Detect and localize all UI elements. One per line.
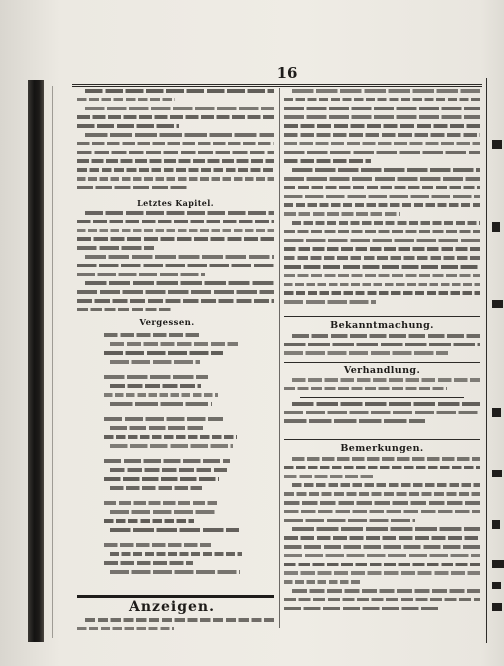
- poem-line: [104, 519, 194, 523]
- text-line: [284, 203, 480, 207]
- text-line: [77, 168, 274, 172]
- text-line: [284, 411, 480, 415]
- text-line: [284, 195, 480, 199]
- poem-line: [104, 459, 230, 463]
- text-line: [77, 246, 154, 250]
- column-divider: [279, 88, 280, 628]
- text-line: [284, 283, 480, 287]
- text-line: [284, 475, 375, 479]
- notice-heading-verhandlung: Verhandlung.: [343, 365, 421, 376]
- poem-line: [110, 552, 242, 556]
- text-line: [284, 212, 400, 216]
- text-line: [284, 177, 480, 181]
- text-line: [284, 510, 480, 514]
- text-line: [77, 151, 274, 155]
- text-line: [284, 536, 480, 540]
- text-line: [292, 527, 480, 531]
- text-line: [77, 115, 274, 119]
- text-line: [284, 607, 440, 611]
- text-line: [284, 98, 480, 102]
- text-line: [284, 142, 480, 146]
- page-edge-line: [52, 86, 53, 638]
- adjacent-page-glyph: [492, 520, 500, 529]
- text-line: [284, 419, 425, 423]
- text-line: [77, 186, 189, 190]
- text-line: [284, 186, 480, 190]
- text-line: [284, 124, 480, 128]
- notice-heading-bekanntmachung: Bekanntmachung.: [330, 320, 434, 331]
- text-line: [77, 308, 173, 312]
- text-line: [292, 378, 480, 382]
- text-line: [284, 351, 448, 355]
- ads-section-rule: [77, 595, 274, 598]
- text-line: [284, 107, 480, 111]
- poem-line: [110, 528, 239, 532]
- text-line: [85, 281, 274, 285]
- text-line: [77, 124, 179, 128]
- text-line: [77, 627, 174, 631]
- text-line: [284, 571, 480, 575]
- text-line: [77, 299, 274, 303]
- text-line: [284, 492, 480, 496]
- poem-line: [104, 543, 211, 547]
- text-line: [77, 220, 274, 224]
- poem-line: [110, 342, 238, 346]
- ads-heading: Anzeigen.: [129, 599, 215, 615]
- text-line: [77, 159, 274, 163]
- text-line: [85, 89, 274, 93]
- adjacent-page-glyph: [492, 408, 501, 417]
- text-line: [284, 159, 371, 163]
- text-line: [85, 255, 274, 259]
- poem-line: [110, 426, 203, 430]
- adjacent-page-glyph: [492, 140, 502, 149]
- text-line: [284, 239, 480, 243]
- text-line: [284, 291, 480, 295]
- text-line: [77, 98, 175, 102]
- text-line: [292, 89, 480, 93]
- poem-line: [104, 477, 219, 481]
- text-line: [284, 519, 415, 523]
- text-line: [284, 247, 480, 251]
- text-line: [292, 334, 480, 338]
- poem-line: [104, 333, 202, 337]
- text-line: [284, 265, 480, 269]
- text-line: [77, 142, 274, 146]
- text-line: [284, 230, 480, 234]
- text-line: [284, 115, 480, 119]
- adjacent-page-glyph: [492, 603, 502, 611]
- text-line: [284, 466, 480, 470]
- section-rule: [284, 439, 480, 440]
- poem-line: [104, 561, 193, 565]
- text-line: [284, 256, 480, 260]
- text-line: [284, 300, 376, 304]
- poem-line: [104, 501, 217, 505]
- poem-line: [110, 444, 233, 448]
- text-line: [284, 501, 480, 505]
- text-line: [284, 274, 480, 278]
- text-line: [284, 151, 480, 155]
- section-rule: [284, 362, 480, 363]
- section-rule: [284, 316, 480, 317]
- poem-line: [104, 375, 208, 379]
- text-line: [292, 589, 480, 593]
- poem-line: [110, 486, 202, 490]
- text-line: [85, 133, 274, 137]
- section-rule: [300, 397, 464, 398]
- page-number: 16: [276, 64, 298, 82]
- text-line: [85, 618, 274, 622]
- text-line: [284, 554, 480, 558]
- adjacent-page-edge: [486, 78, 487, 643]
- adjacent-page-glyph: [492, 560, 504, 568]
- text-line: [77, 229, 274, 233]
- text-line: [284, 545, 480, 549]
- poem-line: [110, 384, 201, 388]
- text-line: [284, 563, 480, 567]
- text-line: [292, 457, 480, 461]
- poem-title: Vergessen.: [139, 318, 195, 328]
- header-rule: [72, 84, 482, 87]
- text-line: [284, 133, 480, 137]
- poem-line: [110, 402, 212, 406]
- text-line: [77, 237, 274, 241]
- poem-line: [110, 570, 240, 574]
- poem-line: [104, 351, 223, 355]
- text-line: [77, 177, 274, 181]
- poem-line: [104, 417, 223, 421]
- text-line: [292, 483, 480, 487]
- text-line: [292, 168, 480, 172]
- adjacent-page-glyph: [492, 300, 503, 308]
- text-line: [77, 264, 274, 268]
- poem-line: [104, 435, 237, 439]
- poem-line: [110, 468, 227, 472]
- text-line: [77, 290, 274, 294]
- adjacent-page-glyph: [492, 470, 502, 477]
- text-line: [284, 387, 447, 391]
- text-line: [85, 107, 274, 111]
- chapter-heading: Letztes Kapitel.: [137, 198, 214, 208]
- adjacent-page-glyph: [492, 222, 500, 232]
- text-line: [284, 580, 362, 584]
- poem-line: [110, 360, 200, 364]
- text-line: [292, 402, 480, 406]
- notice-heading-bemerkungen: Bemerkungen.: [340, 443, 424, 454]
- poem-line: [104, 393, 218, 397]
- text-line: [77, 273, 205, 277]
- text-line: [85, 211, 274, 215]
- text-line: [284, 343, 480, 347]
- poem-line: [110, 510, 216, 514]
- binding-gutter-shadow: [28, 80, 44, 642]
- text-line: [292, 221, 480, 225]
- text-line: [284, 598, 480, 602]
- adjacent-page-glyph: [492, 582, 501, 589]
